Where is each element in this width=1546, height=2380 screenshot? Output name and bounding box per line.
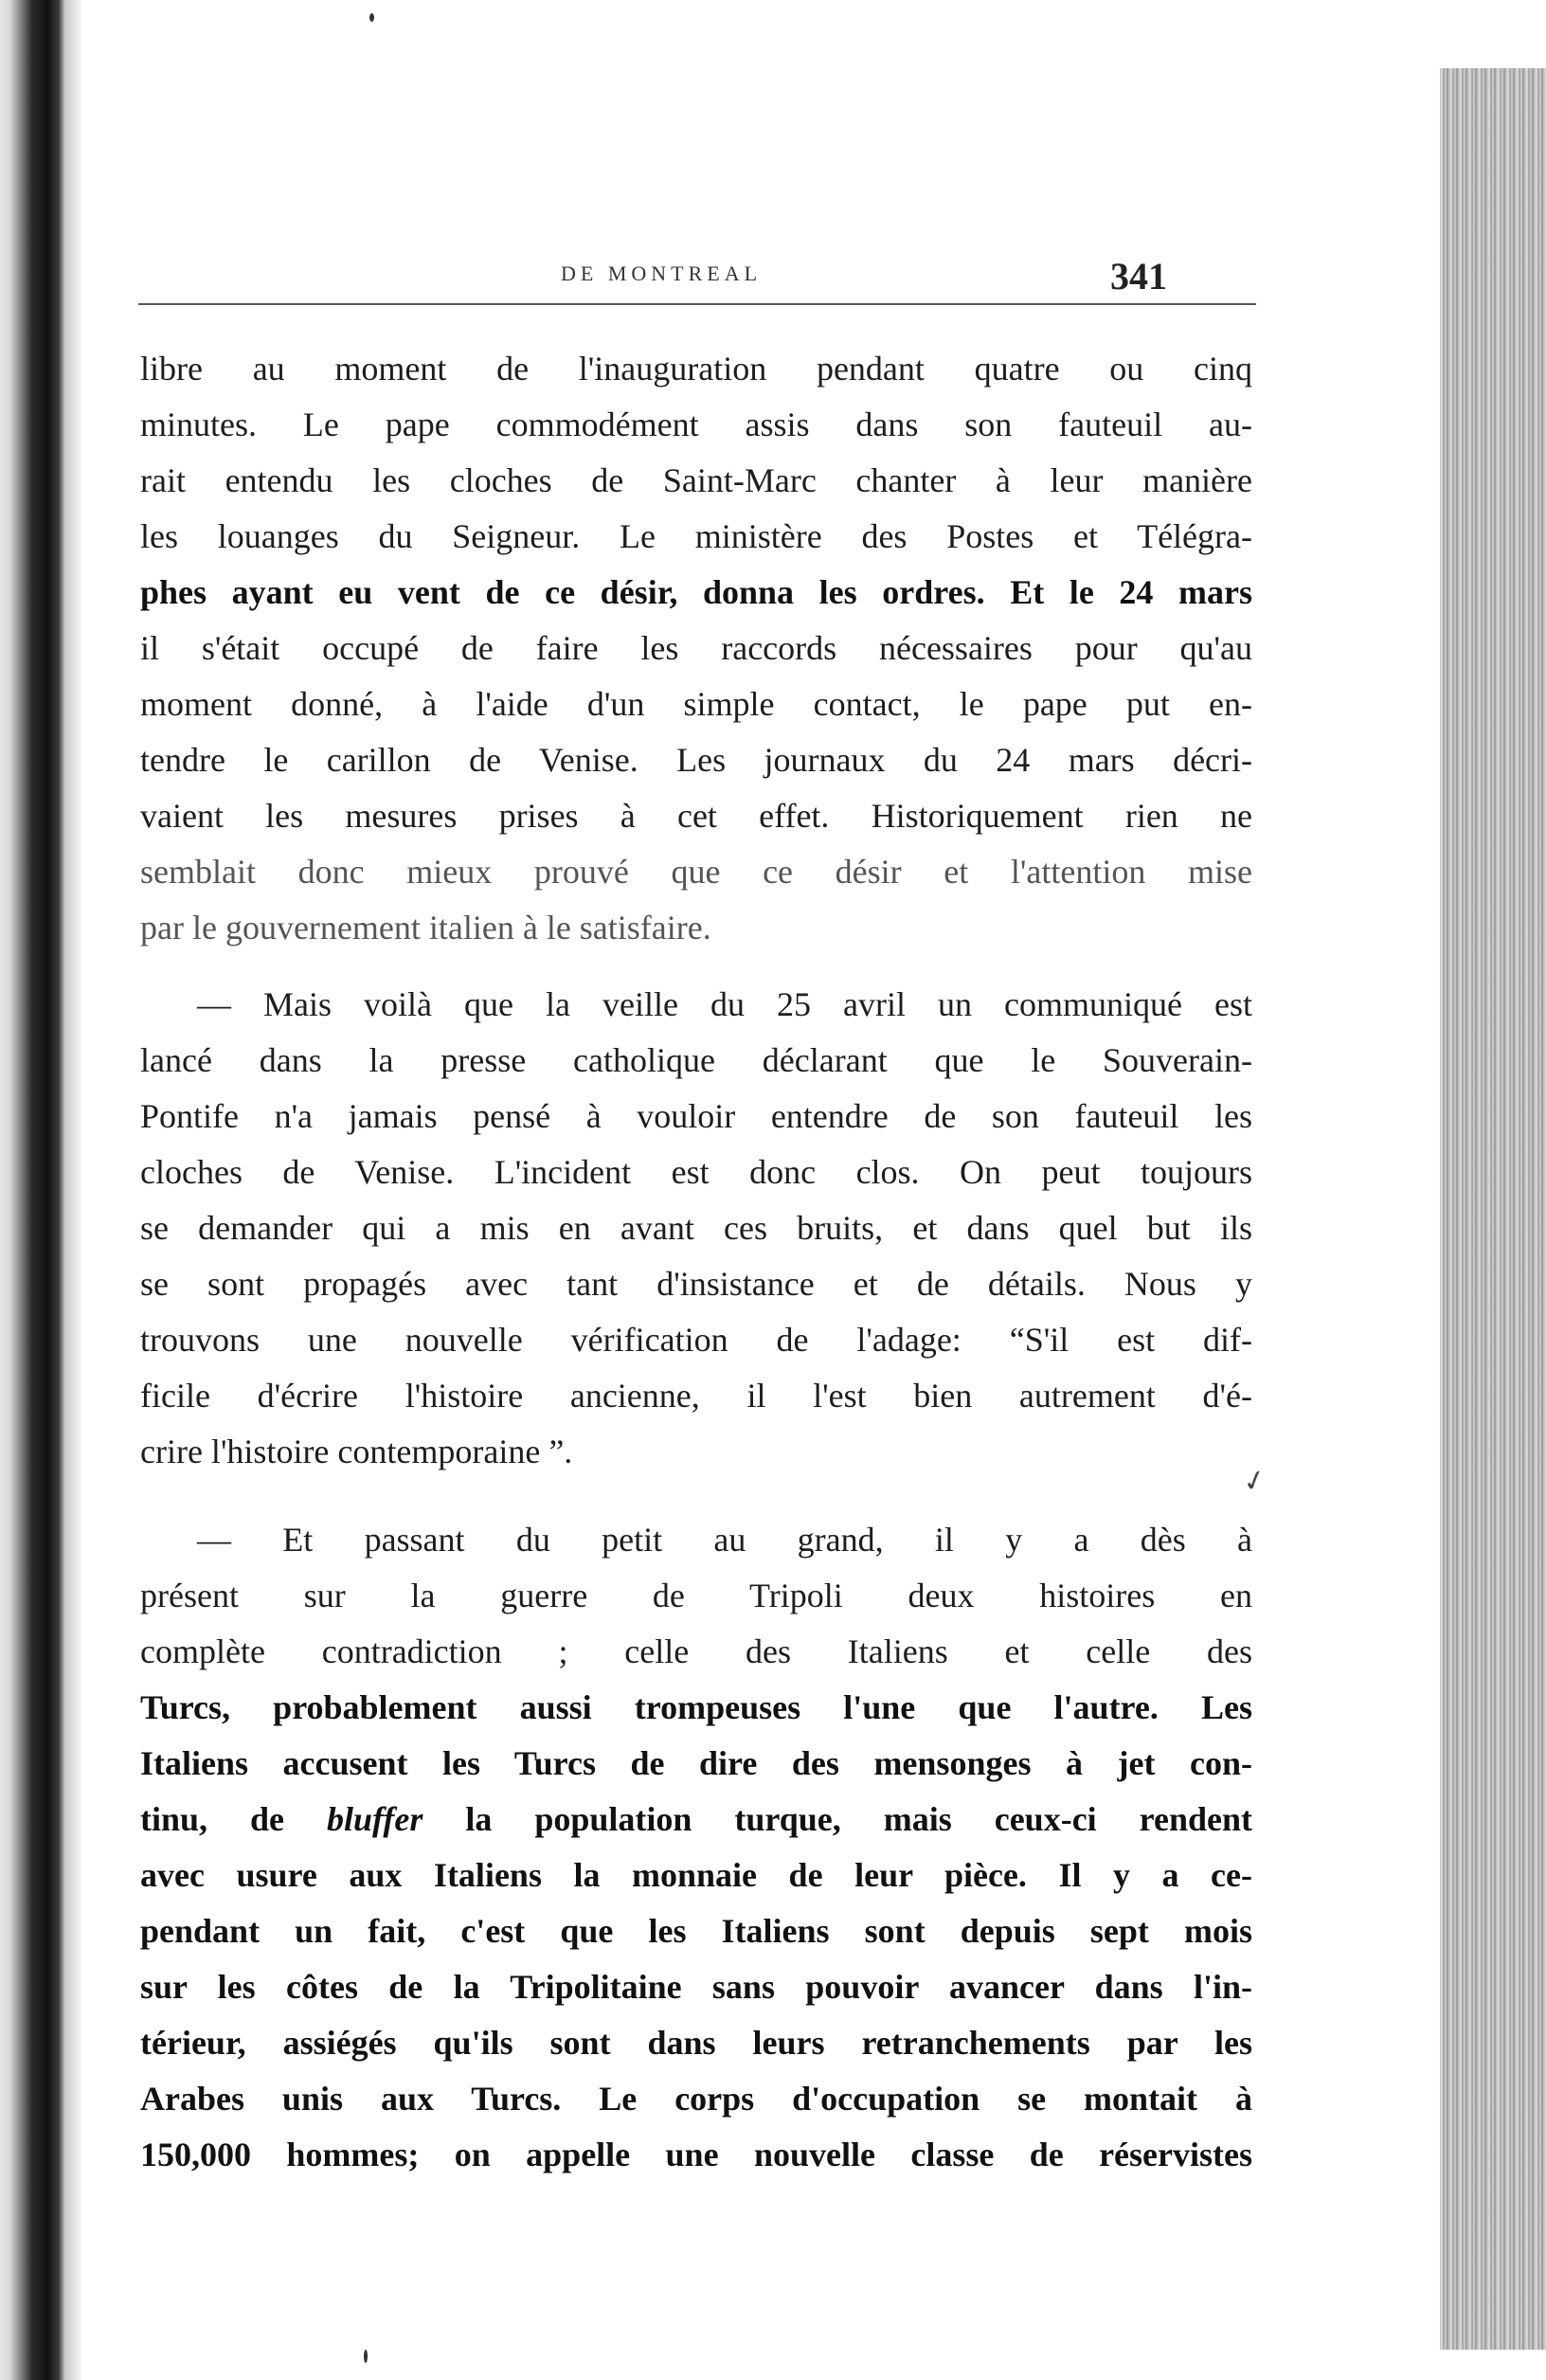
- text-line: se sont propagés avec tant d'insistance et de détails. Nous y: [140, 1265, 1252, 1303]
- text-line: pendant un fait, c'est que les Italiens sont depuis sept mois: [140, 1912, 1252, 1950]
- page-number: 341: [1110, 255, 1167, 298]
- text-line: lancé dans la presse catholique déclarant que le Souverain-: [140, 1041, 1252, 1079]
- text-line: complète contradiction ; celle des Italiens et celle des: [140, 1632, 1252, 1670]
- text-line: il s'était occupé de faire les raccords nécessaires pour qu'au: [140, 629, 1252, 667]
- text-line: trouvons une nouvelle vérification de l'adage: “S'il est dif-: [140, 1321, 1252, 1359]
- text-line: présent sur la guerre de Tripoli deux histoires en: [140, 1577, 1252, 1614]
- scan-speck: [364, 2350, 368, 2363]
- text-line: Arabes unis aux Turcs. Le corps d'occupation se montait à: [140, 2080, 1252, 2118]
- text-line-with-italic: [140, 1792, 1252, 1848]
- text-line: sur les côtes de la Tripolitaine sans pouvoir avancer dans l'in-: [140, 1968, 1252, 2006]
- page-stack-edge: [1437, 57, 1546, 2350]
- paragraph: [140, 341, 1252, 956]
- text-line: semblait donc mieux prouvé que ce désir et l'attention mise: [140, 853, 1252, 891]
- body-text: [140, 341, 1252, 2183]
- text-line: Pontife n'a jamais pensé à vouloir entendre de son fauteuil les: [140, 1097, 1252, 1135]
- text-line: se demander qui a mis en avant ces bruits, et dans quel but ils: [140, 1209, 1252, 1247]
- running-head: [81, 254, 1440, 298]
- text-line: ficile d'écrire l'histoire ancienne, il l'est bien autrement d'é-: [140, 1377, 1252, 1415]
- header-rule: [138, 303, 1256, 305]
- text-line: Italiens accusent les Turcs de dire des mensonges à jet con-: [140, 1744, 1252, 1782]
- book-page: [81, 38, 1440, 2350]
- paragraph: [140, 1512, 1252, 2183]
- paragraph-gap: [140, 956, 1252, 977]
- text-line: avec usure aux Italiens la monnaie de leur pièce. Il y a ce-: [140, 1856, 1252, 1894]
- book-binding-edge: [0, 0, 64, 2380]
- running-head-title: DE MONTREAL: [561, 261, 763, 285]
- text-segment: la population turque, mais ceux-ci rendent: [465, 1800, 1252, 1838]
- text-line: tendre le carillon de Venise. Les journaux du 24 mars décri-: [140, 741, 1252, 779]
- scan-speck: [369, 13, 374, 22]
- pencil-check-mark: ✓: [1239, 1463, 1270, 1500]
- text-line: crire l'histoire contemporaine ”.: [140, 1433, 573, 1470]
- text-line: cloches de Venise. L'incident est donc clos. On peut toujours: [140, 1153, 1252, 1191]
- text-segment: tinu, de: [140, 1800, 285, 1838]
- text-line: — Et passant du petit au grand, il y a dès à: [197, 1521, 1252, 1559]
- text-line: — Mais voilà que la veille du 25 avril un communiqué est: [197, 985, 1252, 1023]
- paragraph: [140, 977, 1252, 1480]
- italic-word: bluffer: [327, 1800, 423, 1838]
- text-line: térieur, assiégés qu'ils sont dans leurs retranchements par les: [140, 2024, 1252, 2062]
- text-line: minutes. Le pape commodément assis dans son fauteuil au-: [140, 406, 1252, 443]
- text-line: 150,000 hommes; on appelle une nouvelle classe de réservistes: [140, 2136, 1252, 2173]
- text-line: les louanges du Seigneur. Le ministère des Postes et Télégra-: [140, 517, 1252, 555]
- text-line: par le gouvernement italien à le satisfaire.: [140, 909, 711, 947]
- text-line: moment donné, à l'aide d'un simple contact, le pape put en-: [140, 685, 1252, 723]
- paragraph-gap: [140, 1480, 1252, 1512]
- text-line: Turcs, probablement aussi trompeuses l'une que l'autre. Les: [140, 1688, 1252, 1726]
- text-line: vaient les mesures prises à cet effet. Historiquement rien ne: [140, 797, 1252, 835]
- text-line: phes ayant eu vent de ce désir, donna les ordres. Et le 24 mars: [140, 573, 1252, 611]
- text-line: libre au moment de l'inauguration pendant quatre ou cinq: [140, 350, 1252, 388]
- text-line: rait entendu les cloches de Saint-Marc chanter à leur manière: [140, 461, 1252, 499]
- binding-shadow: [64, 0, 81, 2380]
